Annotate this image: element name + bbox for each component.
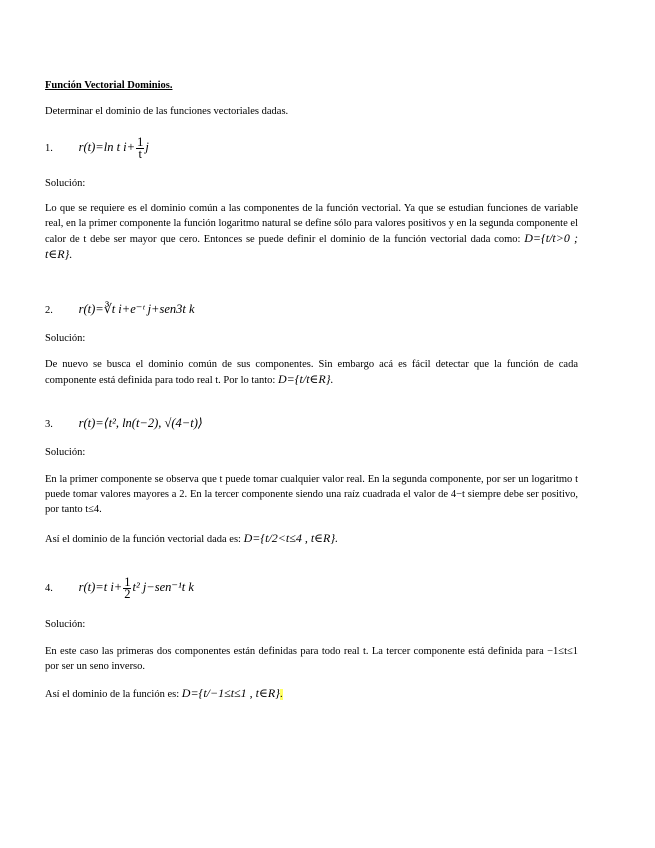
problem-1-heading [45, 136, 578, 160]
highlighted-period: . [279, 689, 283, 700]
problem-4-solution-text: En este caso las primeras dos componentes están definidas para todo real t. La tercer componente está definida para −1≤t≤1 por ser un seno inverso. [45, 646, 578, 672]
problem-2-solution-label: Solución: [45, 333, 86, 344]
problem-1-solution-text: Lo que se requiere es el dominio común a las componentes de la función vectorial. Ya que se estudian funciones de variable real, en la primer componente la función logaritmo natural se define sólo para valores positivos y en la segunda componente el calor de t debe ser mayor que cero. Entonces se puede definir el dominio de la función vectorial dada como: D={t/t>0 ; t∈R}. [45, 203, 578, 261]
problem-2-result: D={t/t∈R}. [277, 372, 334, 386]
problem-3-solution-text: En la primer componente se observa que t puede tomar cualquier valor real. En la segunda componente, por ser un logaritmo t puede tomar valores mayores a 2. En la tercer componente siendo una raíz cuadrada el valor de 4−t siempre debe ser positivo, por tanto t≤4. [45, 474, 578, 515]
problem-1-solution-label: Solución: [45, 178, 86, 189]
problem-4-number: 4. [45, 583, 53, 594]
problem-3-result: D={t/2<t≤4 , t∈R}. [243, 531, 339, 545]
problem-2-heading [45, 300, 578, 320]
problem-3-solution-label: Solución: [45, 447, 86, 458]
problem-2-solution-text: De nuevo se busca el dominio común de sus componentes. Sin embargo acá es fácil detectar que la función de cada componente está definida para todo real t. Por lo tanto: D={t/t∈R}. [45, 359, 578, 386]
problem-3-formula: r(t)=⟨t², ln(t−2), √(4−t)⟩ [78, 416, 203, 430]
problem-3-number: 3. [45, 419, 53, 430]
problem-4-conclusion: Así el dominio de la función es: D={t/−1≤t≤1 , t∈R}. [45, 686, 283, 700]
problem-4-solution-label: Solución: [45, 619, 86, 630]
problem-2-formula: r(t)=∛t i+e⁻ᵗ j+sen3t k [78, 302, 195, 316]
problem-1-result: D={t/t>0 ; t∈R}. [45, 231, 578, 261]
problem-1-number: 1. [45, 143, 53, 154]
problem-3-heading [45, 414, 578, 434]
problem-1-formula: r(t)=ln t i+ $\frac{1}{t}$ j [78, 134, 149, 161]
problem-2-number: 2. [45, 305, 53, 316]
problem-3-conclusion: Así el dominio de la función vectorial dada es: D={t/2<t≤4 , t∈R}. [45, 531, 339, 545]
fraction: $\frac{1}{t}$ [137, 134, 144, 161]
page-title: Función Vectorial Dominios. [45, 80, 173, 91]
problem-4-heading [45, 576, 578, 600]
fraction: $\frac{1}{2}$ [124, 574, 131, 601]
intro-text: Determinar el dominio de las funciones vectoriales dadas. [45, 106, 289, 117]
problem-4-formula: r(t)=t i+ $\frac{1}{2}$ t² j−sen⁻¹t k [78, 574, 194, 601]
problem-4-result: D={t/−1≤t≤1 , t∈R} [181, 686, 280, 700]
